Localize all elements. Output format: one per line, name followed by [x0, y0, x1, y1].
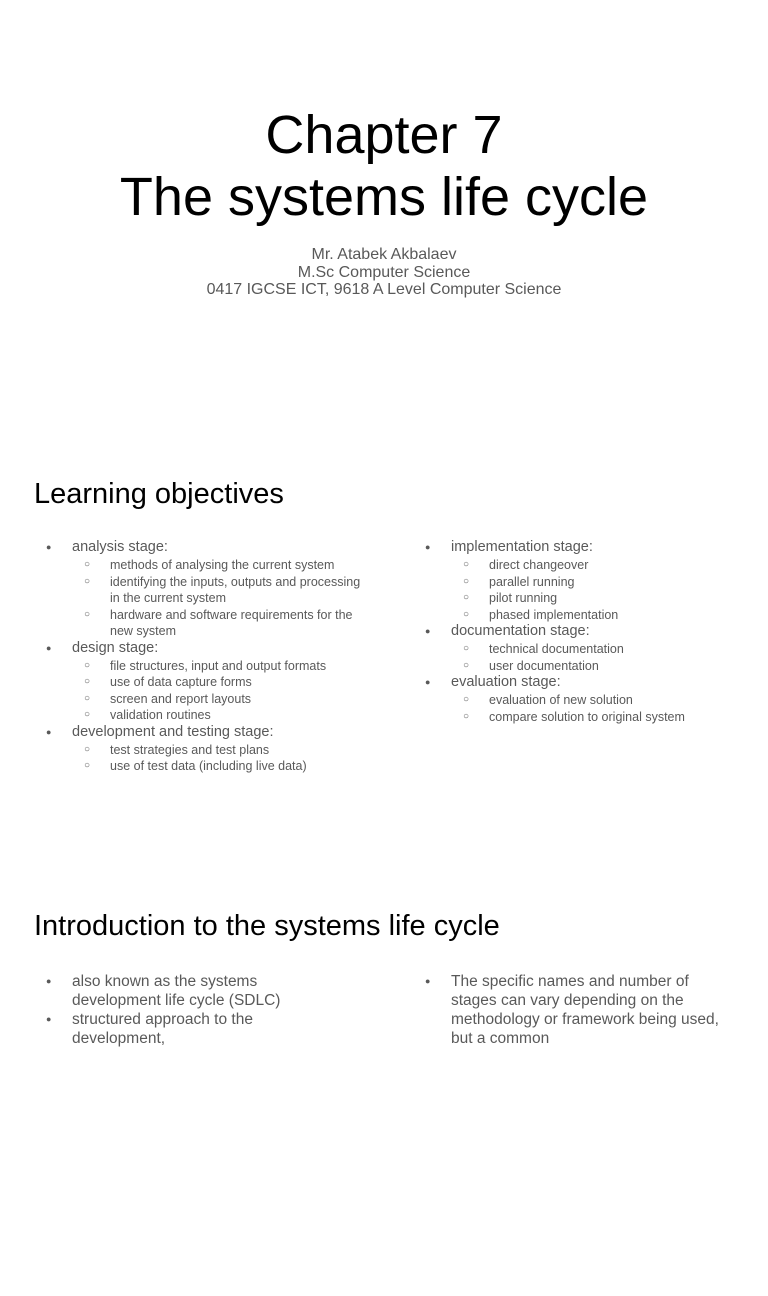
chapter-subtitle: The systems life cycle	[119, 167, 649, 227]
author-info	[0, 246, 768, 299]
objectives-right-column	[425, 539, 745, 725]
objectives-heading: Learning objectives	[34, 478, 284, 510]
chapter-title: Chapter 7	[265, 105, 503, 165]
list-item: ○ parallel running	[463, 574, 745, 591]
list-item: ○ phased implementation	[463, 607, 745, 624]
list-item: ● The specific names and number of stages can vary depending on the methodology or framework being used, but a common	[425, 972, 735, 1048]
intro-heading: Introduction to the systems life cycle	[34, 910, 500, 942]
list-item: ○ screen and report layouts	[84, 691, 366, 708]
title-slide	[0, 0, 768, 432]
list-item: ○ hardware and software requirements for the new system	[84, 607, 366, 640]
list-item: ○ use of data capture forms	[84, 674, 366, 691]
list-item: ● structured approach to the development,	[46, 1010, 346, 1048]
intro-slide	[0, 864, 768, 1296]
objectives-slide	[0, 432, 768, 864]
list-item: ● development and testing stage: ○ test strategies and test plans ○ use of test data (including live data)	[46, 724, 366, 775]
author-degree: M.Sc Computer Science	[297, 263, 471, 281]
list-item: ● design stage: ○ file structures, input and output formats ○ use of data capture forms ○ screen and report layouts ○ validation routines	[46, 640, 366, 724]
intro-right-column	[425, 972, 735, 1048]
list-item: ○ validation routines	[84, 707, 366, 724]
list-item: ○ identifying the inputs, outputs and processing in the current system	[84, 574, 366, 607]
author-name: Mr. Atabek Akbalaev	[311, 246, 457, 263]
list-item: ● analysis stage: ○ methods of analysing the current system ○ identifying the inputs, outputs and processing in the current system ○ hardware and software requirements for the new system	[46, 539, 366, 640]
author-courses: 0417 IGCSE ICT, 9618 A Level Computer Science	[206, 281, 562, 298]
list-item: ○ use of test data (including live data)	[84, 758, 366, 775]
list-item: ○ compare solution to original system	[463, 709, 745, 726]
list-item: ○ file structures, input and output formats	[84, 658, 366, 675]
list-item: ● implementation stage: ○ direct changeover ○ parallel running ○ pilot running ○ phased implementation	[425, 539, 745, 623]
list-item: ● also known as the systems development life cycle (SDLC)	[46, 972, 346, 1010]
list-item: ● evaluation stage: ○ evaluation of new solution ○ compare solution to original system	[425, 674, 745, 725]
list-item: ○ direct changeover	[463, 557, 745, 574]
list-item: ○ technical documentation	[463, 641, 745, 658]
list-item: ○ methods of analysing the current system	[84, 557, 366, 574]
list-item: ○ evaluation of new solution	[463, 692, 745, 709]
list-item: ○ pilot running	[463, 590, 745, 607]
list-item: ○ user documentation	[463, 658, 745, 675]
list-item: ● documentation stage: ○ technical documentation ○ user documentation	[425, 623, 745, 674]
list-item: ○ test strategies and test plans	[84, 742, 366, 759]
objectives-left-column	[46, 539, 366, 775]
slide-title	[0, 104, 768, 228]
intro-left-column	[46, 972, 346, 1048]
